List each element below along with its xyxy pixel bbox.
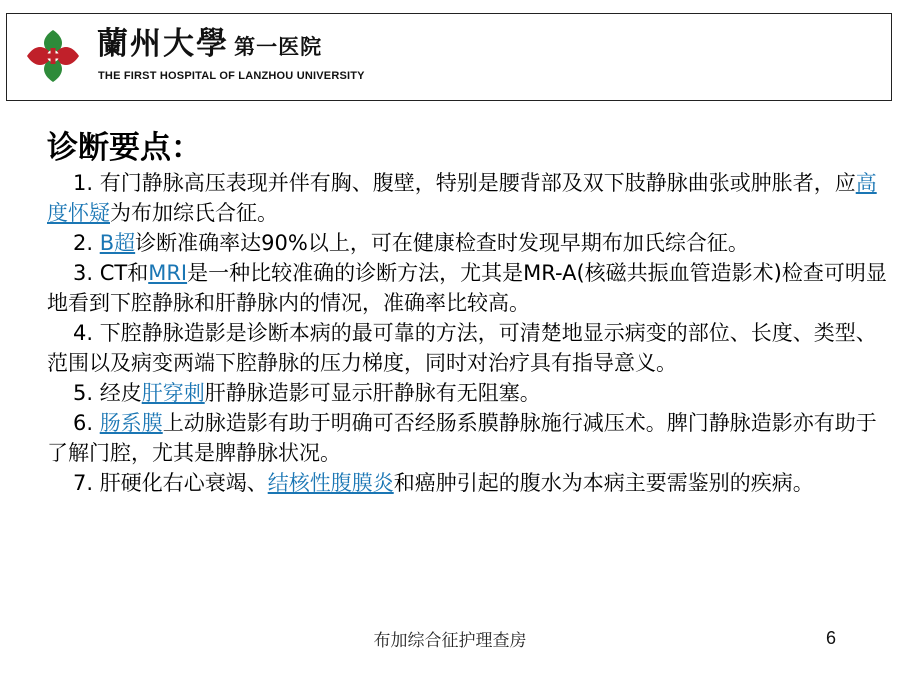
item-text: 6. (73, 411, 100, 435)
hospital-english-name: THE FIRST HOSPITAL OF LANZHOU UNIVERSITY (98, 70, 365, 82)
term-link[interactable]: 肠系膜 (99, 411, 163, 435)
item-text: 肝静脉造影可显示肝静脉有无阻塞。 (204, 381, 541, 405)
item-text: 是一种比较准确的诊断方法，尤其是MR-A(核磁共振血管造影术)检查可明显地看到下腔静脉和肝静脉内的情况，准确率比较高。 (47, 261, 887, 315)
university-name: 蘭州大學 (97, 26, 229, 62)
term-link[interactable]: B超 (99, 231, 136, 255)
item-text: 1. 有门静脉高压表现并伴有胸、腹壁，特别是腰背部及双下肢静脉曲张或肿胀者，应 (73, 171, 856, 195)
diagnosis-list (47, 168, 889, 498)
diagnosis-item (47, 318, 889, 378)
diagnosis-item (47, 228, 889, 258)
footer-caption: 布加综合征护理查房 (373, 631, 527, 651)
term-link[interactable]: 结核性腹膜炎 (267, 471, 394, 495)
hospital-emblem-icon (21, 24, 85, 88)
item-text: 上动脉造影有助于明确可否经肠系膜静脉施行减压术。脾门静脉造影亦有助于了解门腔，尤其是脾静脉状况。 (47, 411, 877, 465)
term-link[interactable]: 肝穿刺 (141, 381, 205, 405)
item-text: 为布加综氏合征。 (110, 201, 278, 225)
hospital-name (97, 24, 322, 64)
diagnosis-item (47, 468, 889, 498)
page-number: 6 (826, 628, 837, 648)
slide-title: 诊断要点： (47, 130, 202, 166)
item-text: 和癌肿引起的腹水为本病主要需鉴别的疾病。 (393, 471, 814, 495)
hospital-subname: 第一医院 (234, 34, 323, 59)
item-text: 诊断准确率达90%以上，可在健康检查时发现早期布加氏综合征。 (135, 231, 749, 255)
diagnosis-item (47, 378, 889, 408)
item-text: 3. CT和 (73, 261, 149, 285)
term-link[interactable]: MRI (148, 261, 188, 285)
diagnosis-item (47, 168, 889, 228)
item-text: 5. 经皮 (73, 381, 142, 405)
diagnosis-item (47, 408, 889, 468)
item-text: 2. (73, 231, 100, 255)
item-text: 4. 下腔静脉造影是诊断本病的最可靠的方法，可清楚地显示病变的部位、长度、类型、范围以及病变两端下腔静脉的压力梯度，同时对治疗具有指导意义。 (47, 321, 877, 375)
term-link[interactable]: 高度怀疑 (47, 171, 877, 225)
item-text: 7. 肝硬化右心衰竭、 (73, 471, 268, 495)
header-banner (6, 13, 892, 101)
diagnosis-item (47, 258, 889, 318)
